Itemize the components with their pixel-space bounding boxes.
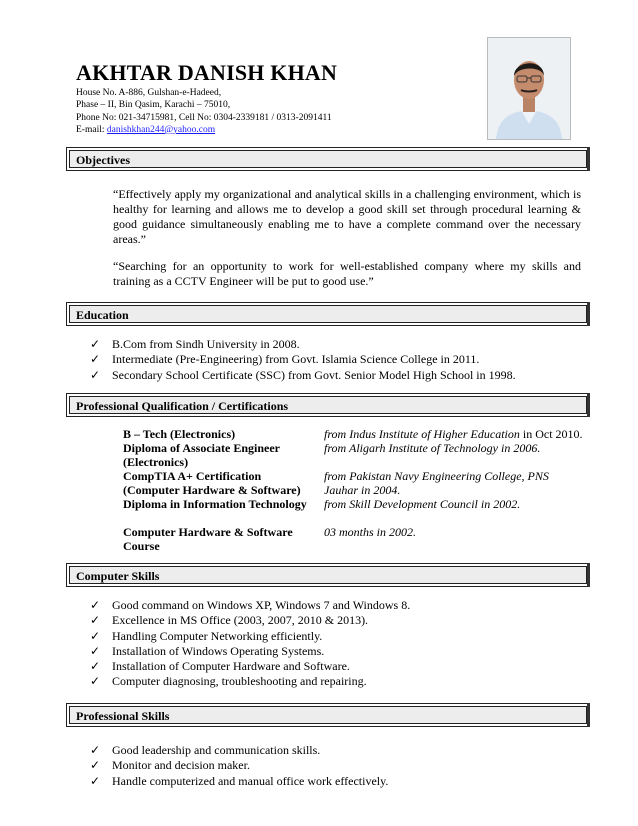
computer-skills-list [90,598,410,690]
qualification-detail [324,469,584,497]
check-icon: ✓ [90,659,101,674]
list-item [90,774,388,789]
section-header-qualifications [66,393,590,417]
check-icon: ✓ [90,337,101,351]
qualification-institute: from Skill Development Council in 2002. [324,497,521,511]
section-title-computer-skills: Computer Skills [76,569,160,583]
list-item [90,758,388,773]
qualification-detail [324,441,584,455]
list-item [90,368,516,383]
qualification-institute: from Indus Institute of Higher Education [324,427,520,441]
check-icon: ✓ [90,773,101,788]
skill-item: Excellence in MS Office (2003, 2007, 2010 & 2013). [112,613,369,628]
check-icon: ✓ [90,613,101,628]
list-item [90,598,410,613]
qualification-name: B – Tech (Electronics) [123,427,236,441]
section-title-qualifications: Professional Qualification / Certifications [76,399,289,413]
education-list [90,337,516,383]
check-icon: ✓ [90,352,101,367]
skill-item: Good command on Windows XP, Windows 7 and Windows 8. [112,598,411,612]
education-item: Intermediate (Pre-Engineering) from Govt. Islamia Science College in 2011. [112,352,480,367]
list-item [90,629,410,644]
qualification-institute: from Aligarh Institute of Technology in 2006. [324,441,541,455]
qualification-name: CompTIA A+ Certification (Computer Hardware & Software) [123,469,301,497]
profile-photo [487,37,571,140]
skill-item: Installation of Computer Hardware and Software. [112,659,350,674]
objective-paragraph-1: “Effectively apply my organizational and analytical skills in a challenging environment, which is healthy for learning and allows me to develop a good skill set through procedural learning & good guidance simultaneously enabling me to have a complete command over the necessary areas.” [113,187,581,246]
section-title-objectives: Objectives [76,153,130,167]
list-item [90,659,410,674]
qualification-row [123,497,593,525]
list-item [90,743,388,758]
email-label: E-mail: [76,124,107,135]
section-header-professional-skills [66,703,590,727]
qualification-name: Computer Hardware & Software Course [123,525,293,553]
qualification-row [123,469,593,497]
qualification-detail [324,427,584,441]
qualifications-table [123,427,593,553]
check-icon: ✓ [90,643,101,658]
section-title-education: Education [76,308,129,322]
skill-item: Handle computerized and manual office work effectively. [112,773,389,788]
phone-line: Phone No: 021-34715981, Cell No: 0304-2339181 / 0313-2091411 [76,112,332,123]
check-icon: ✓ [90,743,101,757]
list-item [90,644,410,659]
section-header-computer-skills [66,563,590,587]
qualification-row [123,441,593,469]
qualification-name: Diploma in Information Technology [123,497,307,511]
skill-item: Good leadership and communication skills. [112,743,321,757]
qualification-detail [324,497,584,511]
list-item [90,352,516,367]
objective-paragraph-2: “Searching for an opportunity to work for well-established company where my skills and training as a CCTV Engineer will be put to good use.” [113,259,581,288]
professional-skills-list [90,743,388,789]
check-icon: ✓ [90,367,101,382]
qualification-name: Diploma of Associate Engineer (Electronics) [123,441,280,469]
check-icon: ✓ [90,674,101,689]
skill-item: Handling Computer Networking efficiently. [112,628,323,643]
section-header-objectives [66,147,590,171]
email-link[interactable]: danishkhan244@yahoo.com [106,124,216,135]
qualification-row [123,427,593,441]
applicant-name: AKHTAR DANISH KHAN [76,60,338,85]
address-line-1: House No. A-886, Gulshan-e-Hadeed, [76,88,222,98]
qualification-detail [324,525,584,539]
section-title-professional-skills: Professional Skills [76,709,170,723]
skill-item: Computer diagnosing, troubleshooting and repairing. [112,674,367,689]
check-icon: ✓ [90,758,101,773]
email-line [76,124,332,136]
qualification-row [123,525,593,553]
list-item [90,613,410,628]
skill-item: Monitor and decision maker. [112,758,250,773]
qualification-date: in Oct 2010. [519,427,583,441]
education-item: B.Com from Sindh University in 2008. [112,337,300,351]
check-icon: ✓ [90,598,101,612]
skill-item: Installation of Windows Operating Systems. [112,643,325,658]
list-item [90,674,410,689]
section-header-education [66,302,590,326]
list-item [90,337,516,352]
qualification-institute: 03 months in 2002. [324,525,417,539]
check-icon: ✓ [90,628,101,643]
contact-block [76,87,332,136]
address-line-2: Phase – II, Bin Qasim, Karachi – 75010, [76,100,231,111]
qualification-institute: from Pakistan Navy Engineering College, PNS Jauhar in 2004. [324,469,549,497]
education-item: Secondary School Certificate (SSC) from Govt. Senior Model High School in 1998. [112,367,516,382]
